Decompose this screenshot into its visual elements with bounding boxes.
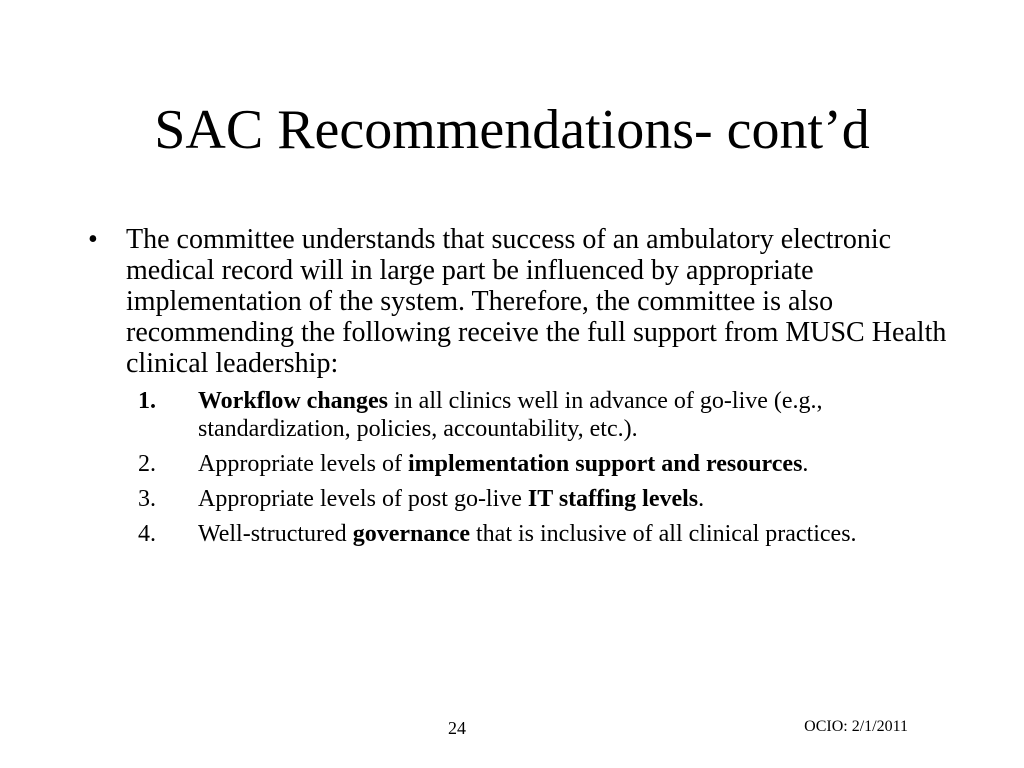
item-number: 4.	[138, 521, 156, 547]
item-text-bold: governance	[352, 521, 470, 547]
item-text-post: that is inclusive of all clinical practices.	[470, 521, 857, 547]
item-text-pre: Appropriate levels of post go-live	[198, 486, 528, 512]
main-bullet	[88, 224, 948, 379]
list-item	[88, 520, 948, 548]
item-text-bold: implementation support and resources	[407, 451, 803, 477]
footer-date: OCIO: 2/1/2011	[804, 718, 908, 735]
item-text-bold: IT staffing levels	[527, 486, 699, 512]
item-text-pre: Appropriate levels of	[198, 451, 408, 477]
list-item	[88, 387, 948, 443]
list-item	[88, 485, 948, 513]
item-text-bold: Workflow changes	[198, 388, 389, 414]
item-text-post: .	[698, 486, 705, 512]
item-number: 1.	[138, 388, 156, 414]
item-text-post: in all clinics well in advance of go-live (e.g., standardization, policies, accountability, etc.).	[198, 388, 823, 442]
bullet-mark: •	[88, 224, 98, 255]
item-text-post: .	[802, 451, 809, 477]
slide-title: SAC Recommendations- cont’d	[154, 99, 870, 161]
item-text-pre: Well-structured	[198, 521, 353, 547]
main-bullet-text: The committee understands that success of an ambulatory electronic medical record will in large part be influenced by appropriate implementation of the system. Therefore, the committee is also recommending the following receive the full support from MUSC Health clinical leadership:	[126, 224, 947, 379]
page-number: 24	[448, 718, 466, 738]
list-item	[88, 450, 948, 478]
item-number: 2.	[138, 451, 156, 477]
recommendation-list	[88, 387, 948, 548]
item-number: 3.	[138, 486, 156, 512]
slide-body	[88, 224, 948, 555]
